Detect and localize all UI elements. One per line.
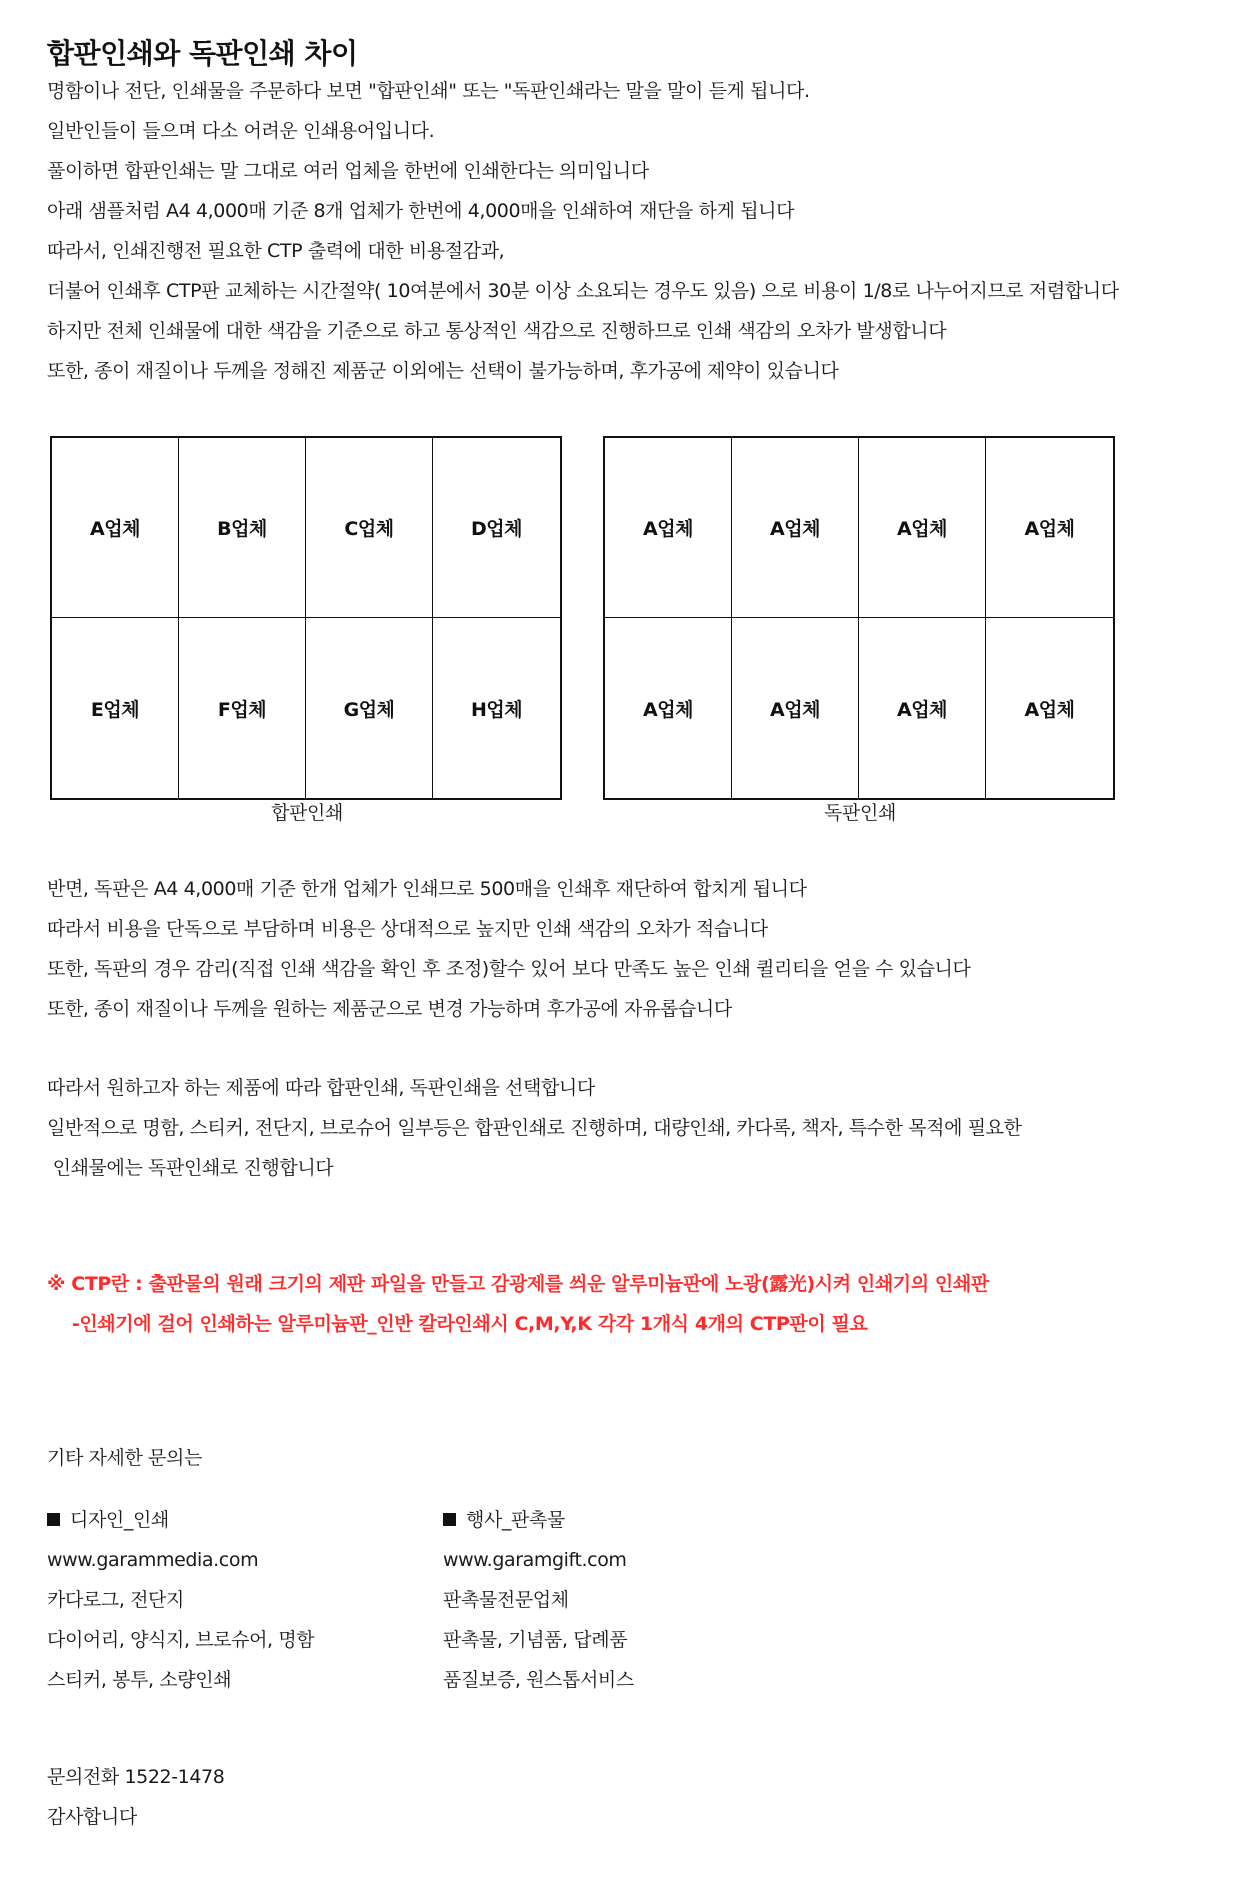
intro-line: 또한, 종이 재질이나 두께을 정해진 제품군 이외에는 선택이 불가능하며, 후가공에 제약이 있습니다 [47,360,839,382]
contact-line: 카다로그, 전단지 [47,1589,184,1611]
summary-line: 따라서 원하고자 하는 제품에 따라 합판인쇄, 독판인쇄을 선택합니다 [47,1077,595,1099]
inquiry-line: 기타 자세한 문의는 [47,1447,202,1469]
page-title: 합판인쇄와 독판인쇄 차이 [47,37,358,70]
diagram-cell: C업체 [306,438,433,618]
diagram-cell: A업체 [986,438,1113,618]
diagram-cell: B업체 [179,438,306,618]
thanks-text: 감사합니다 [47,1806,137,1828]
contact-design-print [47,1500,314,1700]
note-line: ※ CTP란 : 출판물의 원래 크기의 제판 파일을 만들고 감광제를 씌운 알루미늄판에 노광(露光)시켜 인쇄기의 인쇄판 [47,1273,989,1295]
diagram-cell: A업체 [605,618,732,798]
square-bullet-icon [443,1513,456,1526]
hapan-diagram [50,436,562,800]
square-bullet-icon [47,1513,60,1526]
dokpan-diagram [603,436,1115,800]
diagram-cell: A업체 [859,438,986,618]
diagram-cell: A업체 [1024,698,1075,721]
diagram-cell: G업체 [306,618,433,798]
contact-line: 판촉물, 기념품, 답례품 [443,1629,628,1651]
contact-link[interactable]: www.garammedia.com [47,1549,259,1571]
contact-heading-label: 행사_판촉물 [466,1509,565,1531]
closing [47,1757,1247,1837]
diagram-cell: A업체 [605,438,732,618]
summary-line: 인쇄물에는 독판인쇄로 진행합니다 [47,1157,334,1179]
summary-line: 일반적으로 명함, 스티커, 전단지, 브로슈어 일부등은 합판인쇄로 진행하며, 대량인쇄, 카다록, 책자, 특수한 목적에 필요한 [47,1117,1022,1139]
hapan-caption: 합판인쇄 [271,802,343,824]
contact-heading [443,1500,634,1540]
contact-line: 스티커, 봉투, 소량인쇄 [47,1669,232,1691]
body-paragraph [47,869,1247,1029]
contact-line: 품질보증, 원스톱서비스 [443,1669,634,1691]
body-line: 반면, 독판은 A4 4,000매 기준 한개 업체가 인쇄므로 500매을 인쇄후 재단하여 합치게 됩니다 [47,878,807,900]
intro-line: 하지만 전체 인쇄물에 대한 색감을 기준으로 하고 통상적인 색감으로 진행하므로 인쇄 색감의 오차가 발생합니다 [47,320,947,342]
intro-line: 일반인들이 들으며 다소 어려운 인쇄용어입니다. [47,120,435,142]
diagram-cell: D업체 [433,438,560,618]
body-line: 또한, 종이 재질이나 두께을 원하는 제품군으로 변경 가능하며 후가공에 자유롭습니다 [47,998,732,1020]
intro-line: 아래 샘플처럼 A4 4,000매 기준 8개 업체가 한번에 4,000매을 인쇄하여 재단을 하게 됩니다 [47,200,795,222]
diagram-cell: A업체 [732,438,859,618]
contact-link[interactable]: www.garamgift.com [443,1549,627,1571]
diagram-cell: A업체 [52,438,179,618]
phone-number: 문의전화 1522-1478 [47,1766,225,1788]
diagram-cell: H업체 [470,698,523,721]
contact-line: 다이어리, 양식지, 브로슈어, 명함 [47,1629,315,1651]
intro-line: 더불어 인쇄후 CTP판 교체하는 시간절약( 10여분에서 30분 이상 소요되는 경우도 있음) 으로 비용이 1/8로 나누어지므로 저렴합니다 [47,280,1119,302]
diagram-cell: E업체 [52,618,179,798]
intro-line: 따라서, 인쇄진행전 필요한 CTP 출력에 대한 비용절감과, [47,240,505,262]
summary-paragraph [47,1068,1247,1188]
intro-paragraph [47,71,1247,391]
body-line: 따라서 비용을 단독으로 부담하며 비용은 상대적으로 높지만 인쇄 색감의 오차가 적습니다 [47,918,768,940]
contact-promotion [443,1500,634,1700]
contact-heading-label: 디자인_인쇄 [70,1509,169,1531]
ctp-note [47,1264,1247,1344]
diagram-cell: F업체 [179,618,306,798]
intro-line: 풀이하면 합판인쇄는 말 그대로 여러 업체을 한번에 인쇄한다는 의미입니다 [47,160,649,182]
contact-line: 판촉물전문업체 [443,1589,569,1611]
dokpan-caption: 독판인쇄 [824,802,896,824]
intro-line: 명함이나 전단, 인쇄물을 주문하다 보면 "합판인쇄" 또는 "독판인쇄라는 말을 말이 듣게 됩니다. [47,80,810,102]
note-line: -인쇄기에 걸어 인쇄하는 알루미늄판_인반 칼라인쇄시 C,M,Y,K 각각 1개식 4개의 CTP판이 필요 [47,1313,868,1335]
body-line: 또한, 독판의 경우 감리(직접 인쇄 색감을 확인 후 조정)할수 있어 보다 만족도 높은 인쇄 퀼리티을 얻을 수 있습니다 [47,958,971,980]
inquiry-text [47,1438,1247,1478]
diagram-cell: A업체 [732,618,859,798]
contact-heading [47,1500,314,1540]
diagram-cell: A업체 [859,618,986,798]
